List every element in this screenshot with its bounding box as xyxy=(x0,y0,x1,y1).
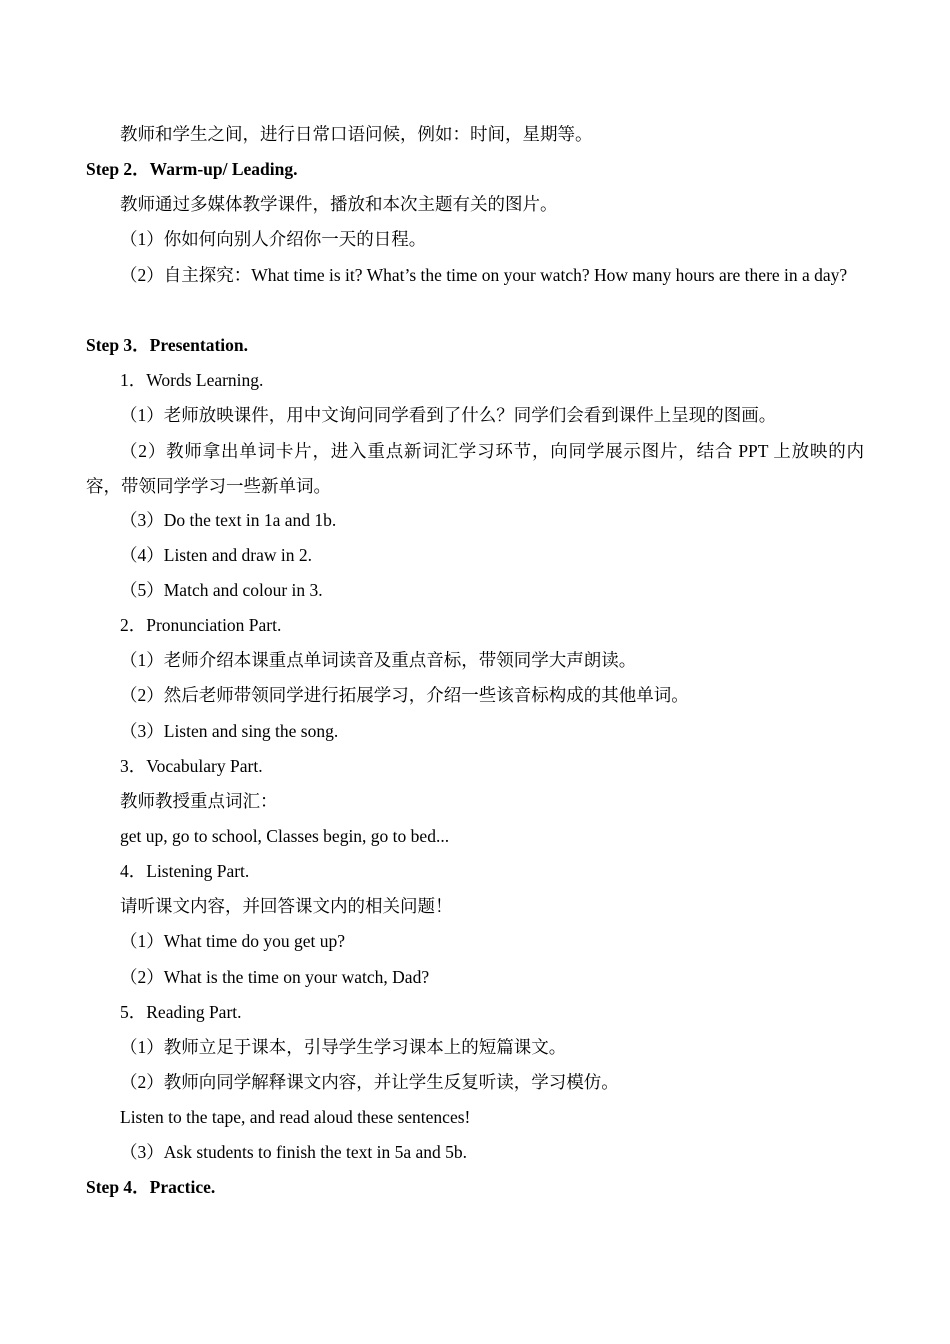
words-item-1: （1）老师放映课件，用中文询问同学看到了什么？同学们会看到课件上呈现的图画。 xyxy=(120,405,777,425)
words-item-5: （5）Match and colour in 3. xyxy=(120,580,323,600)
words-item-2: （2）教师拿出单词卡片，进入重点新词汇学习环节，向同学展示图片，结合 PPT 上放映的内容，带领同学学习一些新单词。 xyxy=(86,441,864,496)
greeting-paragraph: 教师和学生之间，进行日常口语问候，例如：时间，星期等。 xyxy=(120,124,593,144)
pronunciation-item-3: （3）Listen and sing the song. xyxy=(120,721,339,741)
vocabulary-list: get up, go to school, Classes begin, go to bed... xyxy=(120,826,450,846)
pronunciation-heading: 2．Pronunciation Part. xyxy=(120,615,282,635)
pronunciation-item-1: （1）老师介绍本课重点单词读音及重点音标，带领同学大声朗读。 xyxy=(120,650,637,670)
listening-item-2: （2）What is the time on your watch, Dad? xyxy=(120,967,430,987)
step3-heading: Step 3．Presentation. xyxy=(86,335,249,355)
listening-heading: 4．Listening Part. xyxy=(120,861,250,881)
step2-item-2: （2）自主探究：What time is it? What’s the time on your watch? How many hours are there in a day? xyxy=(120,265,848,285)
pronunciation-item-2: （2）然后老师带领同学进行拓展学习，介绍一些该音标构成的其他单词。 xyxy=(120,685,689,705)
listening-intro: 请听课文内容，并回答课文内的相关问题！ xyxy=(120,896,453,916)
listening-item-1: （1）What time do you get up? xyxy=(120,931,346,951)
step2-heading: Step 2．Warm-up/ Leading. xyxy=(86,159,298,179)
reading-heading: 5．Reading Part. xyxy=(120,1002,242,1022)
step2-paragraph: 教师通过多媒体教学课件，播放和本次主题有关的图片。 xyxy=(120,194,558,214)
step4-heading: Step 4．Practice. xyxy=(86,1177,216,1197)
reading-item-1: （1）教师立足于课本，引导学生学习课本上的短篇课文。 xyxy=(120,1037,567,1057)
reading-item-3: （3）Ask students to finish the text in 5a and 5b. xyxy=(120,1142,468,1162)
words-item-3: （3）Do the text in 1a and 1b. xyxy=(120,510,337,530)
vocabulary-intro: 教师教授重点词汇： xyxy=(120,791,278,811)
reading-item-2: （2）教师向同学解释课文内容，并让学生反复听读，学习模仿。 xyxy=(120,1072,619,1092)
vocabulary-heading: 3．Vocabulary Part. xyxy=(120,756,263,776)
words-item-4: （4）Listen and draw in 2. xyxy=(120,545,312,565)
step2-item-1: （1）你如何向别人介绍你一天的日程。 xyxy=(120,229,427,249)
reading-instruction: Listen to the tape, and read aloud these sentences! xyxy=(120,1107,471,1127)
words-learning-heading: 1．Words Learning. xyxy=(120,370,264,390)
